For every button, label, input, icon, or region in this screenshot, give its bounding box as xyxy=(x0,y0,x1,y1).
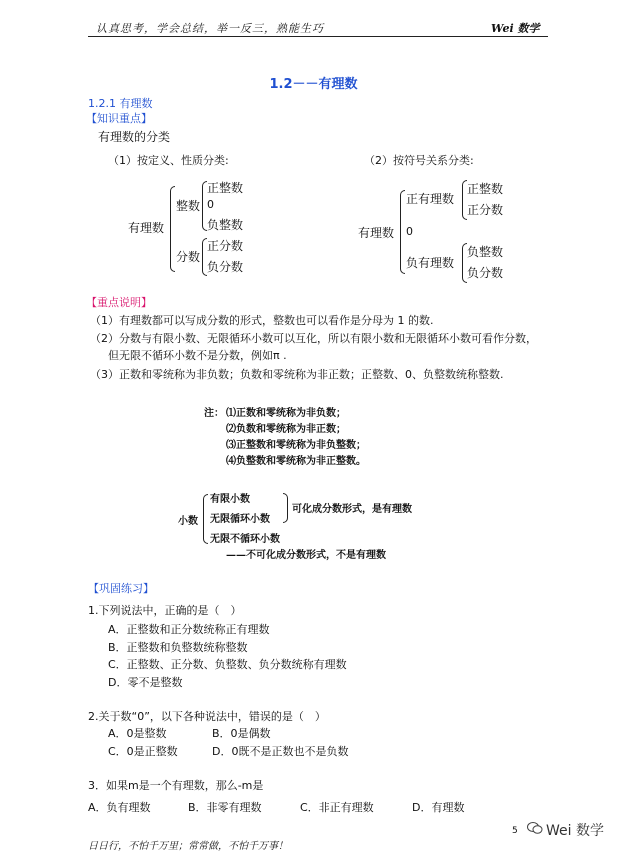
question-stem: 2.关于数“0”，以下各种说法中，错误的是（ ） xyxy=(88,710,326,723)
question-option: C．非正有理数 xyxy=(300,801,374,814)
knowledge-heading: 【知识重点】 xyxy=(86,112,152,125)
decimals-closing-brace xyxy=(283,493,288,523)
explanation-heading: 【重点说明】 xyxy=(86,296,152,309)
tree2-main-brace xyxy=(400,190,405,274)
note-line: ⑷负整数和零统称为非正整数。 xyxy=(226,456,366,467)
tree1-fraction-item: 负分数 xyxy=(207,260,244,274)
decimals-item: 有限小数 xyxy=(210,494,250,505)
explanation-line: （1）有理数都可以写成分数的形式，整数也可以看作是分母为 1 的数. xyxy=(90,314,434,327)
decimals-item: 无限循环小数 xyxy=(210,514,270,525)
tree1-fractions: 分数 xyxy=(176,250,201,264)
question-option: A．负有理数 xyxy=(88,801,151,814)
tree2-negative-item: 负整数 xyxy=(467,245,504,259)
header-motto: 认真思考，学会总结，举一反三，熟能生巧 xyxy=(96,22,324,35)
tree2-positive-item: 正整数 xyxy=(467,182,504,196)
tree2-zero: 0 xyxy=(406,225,413,238)
question-option: D．零不是整数 xyxy=(108,676,183,689)
explanation-line: （3）正数和零统称为非负数；负数和零统称为非正数；正整数、0、负整数统称整数. xyxy=(90,368,504,381)
note-line: ⑶正整数和零统称为非负整数； xyxy=(226,440,366,451)
tree1-integer-item: 0 xyxy=(207,198,214,211)
question-stem: 3．如果m是一个有理数，那么-m是 xyxy=(88,779,264,792)
decimals-rational-note: 可化成分数形式，是有理数 xyxy=(292,504,412,515)
tree2-negative-item: 负分数 xyxy=(467,266,504,280)
decimals-brace xyxy=(203,494,208,544)
question-option: D．0既不是正数也不是负数 xyxy=(212,745,349,758)
note-line: ⑴正数和零统称为非负数； xyxy=(226,408,346,419)
page-title: 1.2－－有理数 xyxy=(269,77,358,92)
tree1-fraction-item: 正分数 xyxy=(207,239,244,253)
decimals-root: 小数 xyxy=(178,516,198,527)
tree1-integer-item: 负整数 xyxy=(207,218,244,232)
tree1-main-brace xyxy=(170,186,175,272)
wechat-icon xyxy=(527,821,543,839)
question-option: A．0是整数 xyxy=(108,727,167,740)
tree2-root: 有理数 xyxy=(358,226,395,240)
decimals-irrational-note: ——不可化成分数形式，不是有理数 xyxy=(226,550,386,561)
question-option: B．非零有理数 xyxy=(188,801,262,814)
explanation-line: （2）分数与有限小数、无限循环小数可以互化，所以有限小数和无限循环小数可看作分数， xyxy=(90,332,537,345)
header-brand: Wei 数学 xyxy=(491,22,540,35)
tree1-integers: 整数 xyxy=(176,199,201,213)
classification-by-definition-label: （1）按定义、性质分类: xyxy=(108,154,229,167)
explanation-line: 但无限不循环小数不是分数，例如π . xyxy=(108,349,287,362)
page-number: 5 xyxy=(512,826,518,836)
question-option: A．正整数和正分数统称正有理数 xyxy=(108,623,270,636)
section-title: 1.2.1 有理数 xyxy=(88,97,153,110)
question-option: C．0是正整数 xyxy=(108,745,178,758)
note-prefix: 注： xyxy=(204,408,224,419)
question-option: B．正整数和负整数统称整数 xyxy=(108,641,248,654)
question-stem: 1.下列说法中，正确的是（ ） xyxy=(88,604,242,617)
note-line: ⑵负数和零统称为非正数； xyxy=(226,424,346,435)
classification-by-sign-label: （2）按符号关系分类: xyxy=(364,154,474,167)
question-option: D．有理数 xyxy=(412,801,465,814)
footer-motto: 日日行，不怕千万里；常常做，不怕千万事！ xyxy=(88,841,288,852)
watermark-text: Wei 数学 xyxy=(546,823,604,839)
header-divider xyxy=(88,36,548,37)
question-option: C．正整数、正分数、负整数、负分数统称有理数 xyxy=(108,658,347,671)
tree2-positive-item: 正分数 xyxy=(467,203,504,217)
tree2-negative: 负有理数 xyxy=(406,256,455,270)
question-option: B．0是偶数 xyxy=(212,727,271,740)
tree1-integer-item: 正整数 xyxy=(207,181,244,195)
classification-subheading: 有理数的分类 xyxy=(98,130,171,144)
tree2-positive: 正有理数 xyxy=(406,192,455,206)
decimals-irrational: 无限不循环小数 xyxy=(210,534,280,545)
practice-heading: 【巩固练习】 xyxy=(88,582,154,595)
watermark xyxy=(527,820,604,840)
tree1-root: 有理数 xyxy=(128,221,165,235)
